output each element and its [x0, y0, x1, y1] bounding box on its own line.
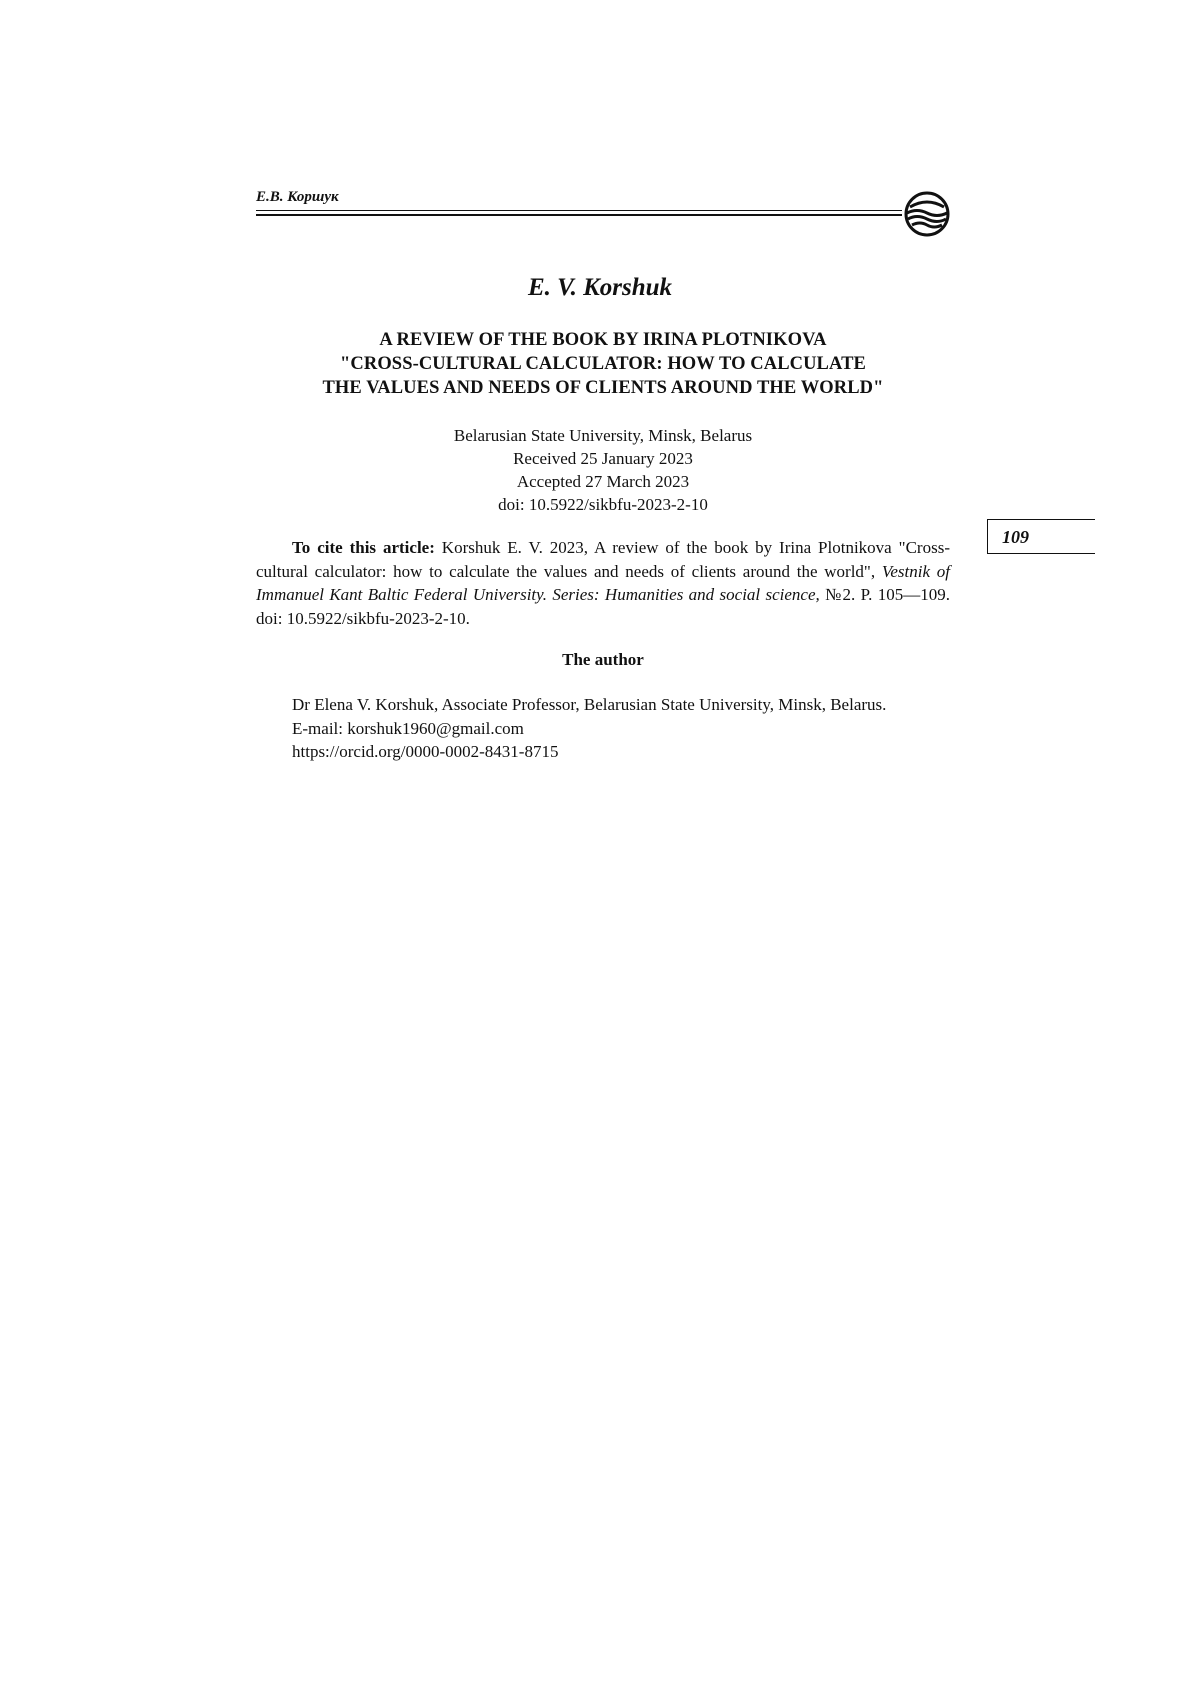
- page-number-box: [987, 519, 1095, 554]
- title-line: A REVIEW OF THE BOOK BY IRINA PLOTNIKOVA: [379, 330, 827, 350]
- citation-text-end: №2. P. 105—109. doi: 10.5922/sikbfu-2023-2-10.: [256, 585, 950, 628]
- citation-label: To cite this article:: [292, 538, 435, 557]
- running-header-author: Е.В. Коршук: [256, 189, 339, 205]
- header-rule-thick: [256, 214, 902, 216]
- citation-text: Korshuk E. V. 2023, A review of the book by Irina Plotnikova "Cross-cultural calculator: how to calculate the values and needs of clients around the world",: [256, 538, 950, 581]
- doi: doi: 10.5922/sikbfu-2023-2-10: [498, 495, 708, 514]
- article-title: [256, 328, 950, 400]
- accepted-date: Accepted 27 March 2023: [516, 472, 690, 491]
- title-line: THE VALUES AND NEEDS OF CLIENTS AROUND THE WORLD": [322, 378, 884, 398]
- author-bio-block: [256, 693, 950, 764]
- title-line: "CROSS-CULTURAL CALCULATOR: HOW TO CALCULATE: [340, 354, 866, 374]
- author-email: E-mail: korshuk1960@gmail.com: [292, 718, 524, 738]
- author-orcid: https://orcid.org/0000-0002-8431-8715: [292, 742, 559, 761]
- article-author: E. V. Korshuk: [527, 274, 673, 301]
- affiliation: Belarusian State University, Minsk, Belarus: [453, 426, 753, 445]
- citation-journal: Vestnik of Immanuel Kant Baltic Federal University. Series: Humanities and social science,: [256, 561, 950, 604]
- received-date: Received 25 January 2023: [513, 449, 693, 468]
- journal-logo-icon: [903, 190, 951, 238]
- header-rule-thin: [256, 210, 902, 211]
- author-section-heading: The author: [562, 650, 644, 669]
- author-bio: Dr Elena V. Korshuk, Associate Professor, Belarusian State University, Minsk, Belarus.: [292, 695, 887, 714]
- affiliation-block: [256, 424, 950, 516]
- page-number: 109: [1002, 527, 1029, 547]
- citation-paragraph: [256, 536, 950, 630]
